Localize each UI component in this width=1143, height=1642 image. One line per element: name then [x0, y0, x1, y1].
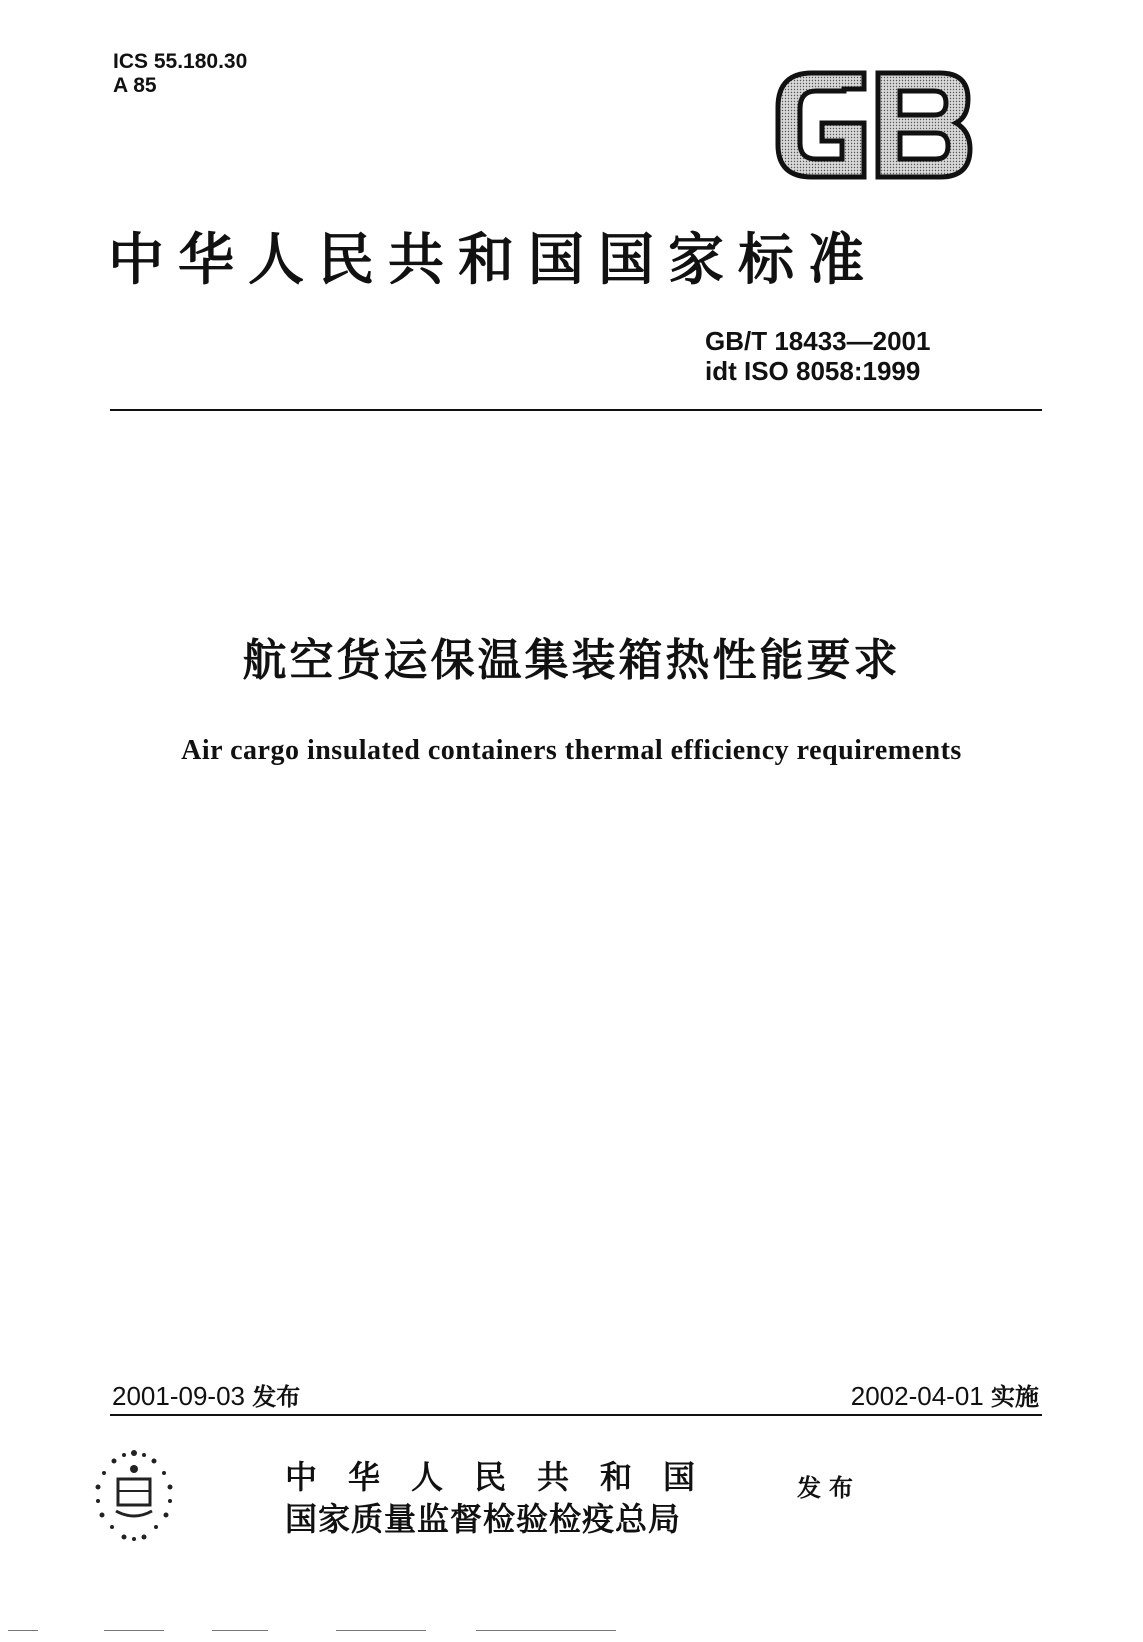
- publisher-aqsiq: 国家质量监督检验检疫总局: [285, 1500, 682, 1538]
- implementation-label: 实施: [991, 1383, 1039, 1411]
- logo-letter-g: [778, 73, 864, 177]
- standard-identifier: [705, 326, 930, 386]
- scan-artifact: [104, 1630, 164, 1631]
- standard-equivalence: idt ISO 8058:1999: [705, 356, 921, 386]
- title-chinese: 航空货运保温集装箱热性能要求: [242, 635, 901, 686]
- footer-divider: [110, 1414, 1042, 1416]
- national-emblem-seal-icon: [86, 1445, 182, 1545]
- ics-code: ICS 55.180.30: [113, 50, 248, 73]
- scan-artifact: [336, 1630, 426, 1631]
- title-english: Air cargo insulated containers thermal efficiency requirements: [181, 735, 962, 766]
- ccs-code: A 85: [113, 74, 157, 97]
- scan-artifact: [8, 1630, 38, 1631]
- publish-action-label: 发布: [797, 1474, 861, 1502]
- logo-letter-b: [878, 73, 970, 177]
- standard-number: GB/T 18433—2001: [705, 326, 931, 356]
- gb-logo: [772, 67, 974, 183]
- scan-artifact: [476, 1630, 616, 1631]
- publishing-authorities: [285, 1456, 726, 1540]
- issue-date-line: [112, 1380, 300, 1413]
- classification-codes: [113, 50, 247, 98]
- header-divider: [110, 409, 1042, 411]
- issue-label: 发布: [252, 1383, 301, 1411]
- publisher-prc: 中华人民共和国: [285, 1458, 727, 1496]
- national-standard-heading: 中华人民共和国国家标准: [108, 227, 878, 293]
- implementation-date: 2002-04-01: [850, 1381, 984, 1411]
- scan-artifact: [212, 1630, 268, 1631]
- issue-date: 2001-09-03: [112, 1381, 245, 1411]
- implementation-date-line: [851, 1380, 1039, 1413]
